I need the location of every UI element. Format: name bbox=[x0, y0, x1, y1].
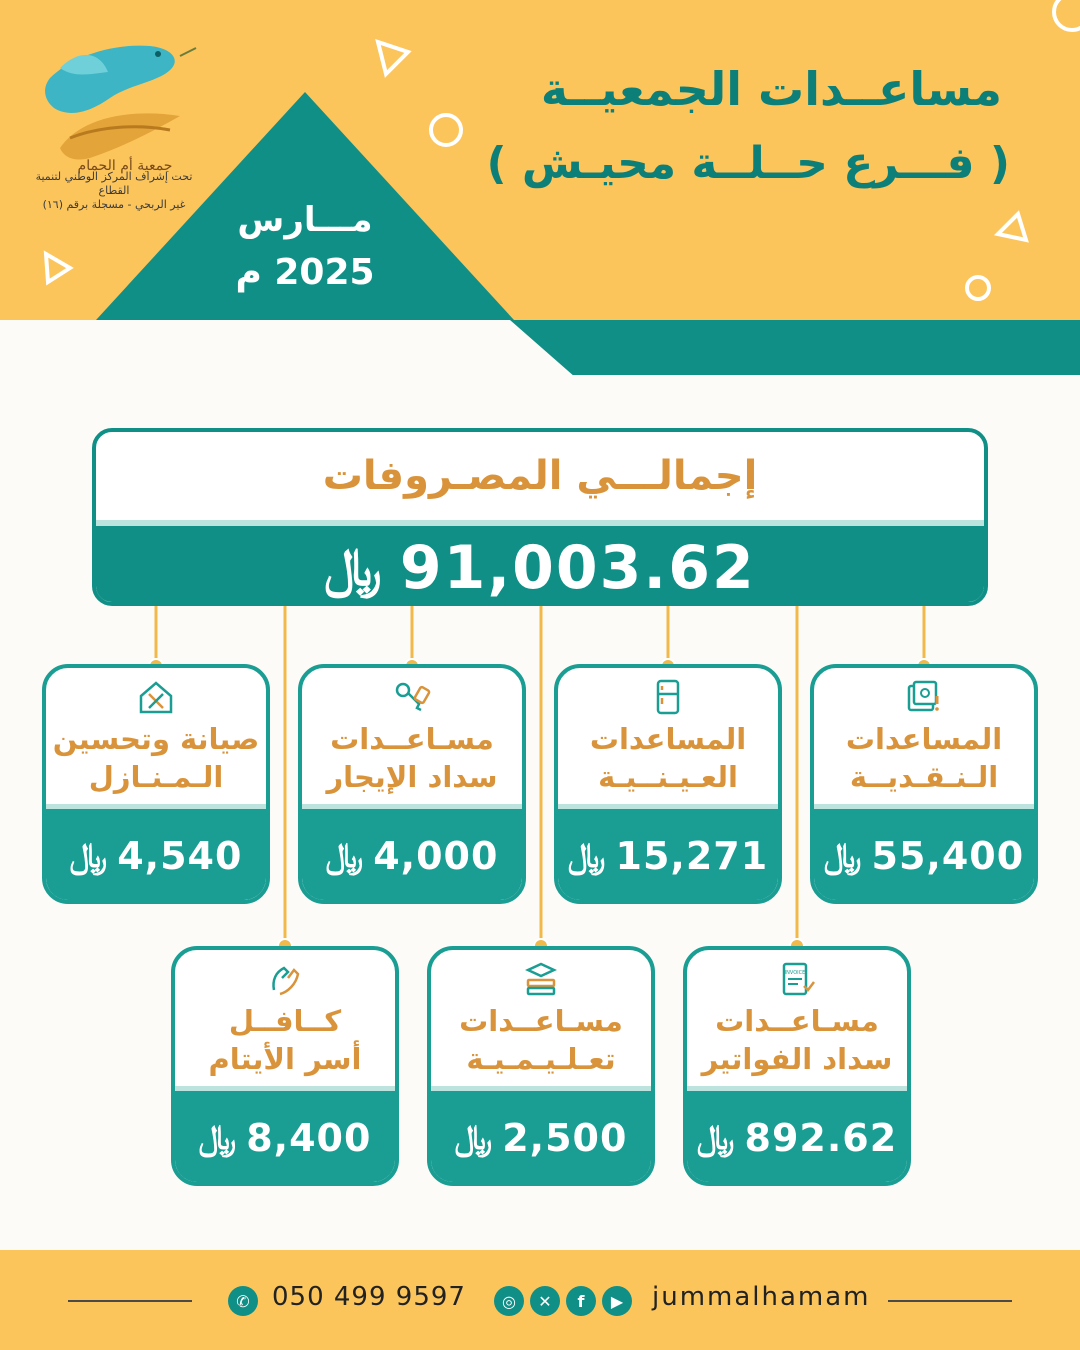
card-label-line2: سداد الفواتير bbox=[701, 1042, 893, 1076]
card-value: 55,400 bbox=[871, 834, 1025, 878]
card-value: 892.62 bbox=[744, 1116, 898, 1160]
page-title: مساعــدات الجمعيــة bbox=[540, 62, 1002, 116]
decor-circle-icon bbox=[1040, 0, 1080, 40]
x-icon[interactable]: ✕ bbox=[530, 1286, 560, 1316]
key-icon bbox=[393, 678, 431, 716]
decor-triangle-icon bbox=[40, 250, 76, 286]
card-value: 4,540 bbox=[117, 834, 243, 878]
riyal-icon: ﷼ bbox=[198, 1118, 237, 1158]
whatsapp-icon[interactable]: ✆ bbox=[228, 1286, 258, 1316]
card-label-line1: مسـاعــدات bbox=[330, 722, 494, 756]
instagram-icon[interactable]: ◎ bbox=[494, 1286, 524, 1316]
card-label-line1: صيانة وتحسين bbox=[52, 722, 260, 756]
riyal-icon: ﷼ bbox=[324, 537, 382, 598]
card-inkind-aid bbox=[554, 664, 782, 904]
card-label-line2: الـمـنـازل bbox=[88, 760, 224, 794]
card-value: 8,400 bbox=[246, 1116, 372, 1160]
decor-triangle-icon bbox=[994, 210, 1030, 246]
card-value: 4,000 bbox=[373, 834, 499, 878]
riyal-icon: ﷼ bbox=[567, 836, 606, 876]
card-value: 2,500 bbox=[502, 1116, 628, 1160]
cash-icon bbox=[905, 678, 943, 716]
phone-number[interactable]: 050 499 9597 bbox=[272, 1282, 466, 1312]
riyal-icon: ﷼ bbox=[454, 1118, 493, 1158]
card-label-line2: أسر الأيتام bbox=[208, 1042, 362, 1076]
riyal-icon: ﷼ bbox=[823, 836, 862, 876]
svg-text:INVOICE: INVOICE bbox=[784, 970, 806, 976]
facebook-icon[interactable]: f bbox=[566, 1286, 596, 1316]
footer-divider-right bbox=[888, 1300, 1012, 1302]
card-maintenance-aid bbox=[42, 664, 270, 904]
svg-text:جمعية أم الحمام: جمعية أم الحمام bbox=[77, 158, 173, 174]
books-icon bbox=[522, 960, 560, 998]
logo-tagline-line1: تحت إشراف المركز الوطني لتنمية القطاع bbox=[35, 170, 193, 197]
helping-hands-icon bbox=[266, 960, 304, 998]
fridge-icon bbox=[649, 678, 687, 716]
card-orphans-aid bbox=[171, 946, 399, 1186]
card-label-line2: الـنـقـديــة bbox=[849, 760, 999, 794]
page-subtitle: ( فـــرع حــلــة محيـش ) bbox=[486, 138, 1010, 189]
total-expenses-box bbox=[92, 428, 988, 606]
total-label: إجمالـــي المصـروفات bbox=[322, 453, 758, 499]
riyal-icon: ﷼ bbox=[69, 836, 108, 876]
card-label-line2: سداد الإيجار bbox=[326, 760, 498, 794]
riyal-icon: ﷼ bbox=[325, 836, 364, 876]
card-education-aid bbox=[427, 946, 655, 1186]
card-cash-aid bbox=[810, 664, 1038, 904]
decor-circle-icon bbox=[962, 272, 994, 304]
date-year: 2025 م bbox=[235, 252, 375, 293]
teal-stripe bbox=[510, 320, 1080, 375]
youtube-icon[interactable]: ▶ bbox=[602, 1286, 632, 1316]
date-month: مـــارس bbox=[237, 200, 373, 240]
social-handle[interactable]: jummalhamam bbox=[652, 1282, 871, 1312]
card-bills-aid bbox=[683, 946, 911, 1186]
riyal-icon: ﷼ bbox=[696, 1118, 735, 1158]
card-label-line1: مسـاعــدات bbox=[715, 1004, 879, 1038]
logo-tagline-line2: غير الربحي - مسجلة برقم (١٦) bbox=[42, 198, 186, 211]
card-label-line1: المساعدات bbox=[589, 722, 747, 756]
footer-divider-left bbox=[68, 1300, 192, 1302]
card-label-line2: العـيـنــيـة bbox=[598, 760, 738, 794]
invoice-icon bbox=[778, 960, 816, 998]
logo-tagline bbox=[24, 170, 204, 212]
total-value: 91,003.62 bbox=[399, 533, 756, 603]
total-value-bar bbox=[96, 526, 984, 606]
house-tools-icon bbox=[137, 678, 175, 716]
card-label-line1: المساعدات bbox=[845, 722, 1003, 756]
card-label-line1: مسـاعــدات bbox=[459, 1004, 623, 1038]
card-label-line2: تعـلـيـمـيـة bbox=[466, 1042, 616, 1076]
footer bbox=[0, 1250, 1080, 1350]
card-rent-aid bbox=[298, 664, 526, 904]
card-label-line1: كــافــل bbox=[228, 1004, 342, 1038]
card-value: 15,271 bbox=[615, 834, 769, 878]
